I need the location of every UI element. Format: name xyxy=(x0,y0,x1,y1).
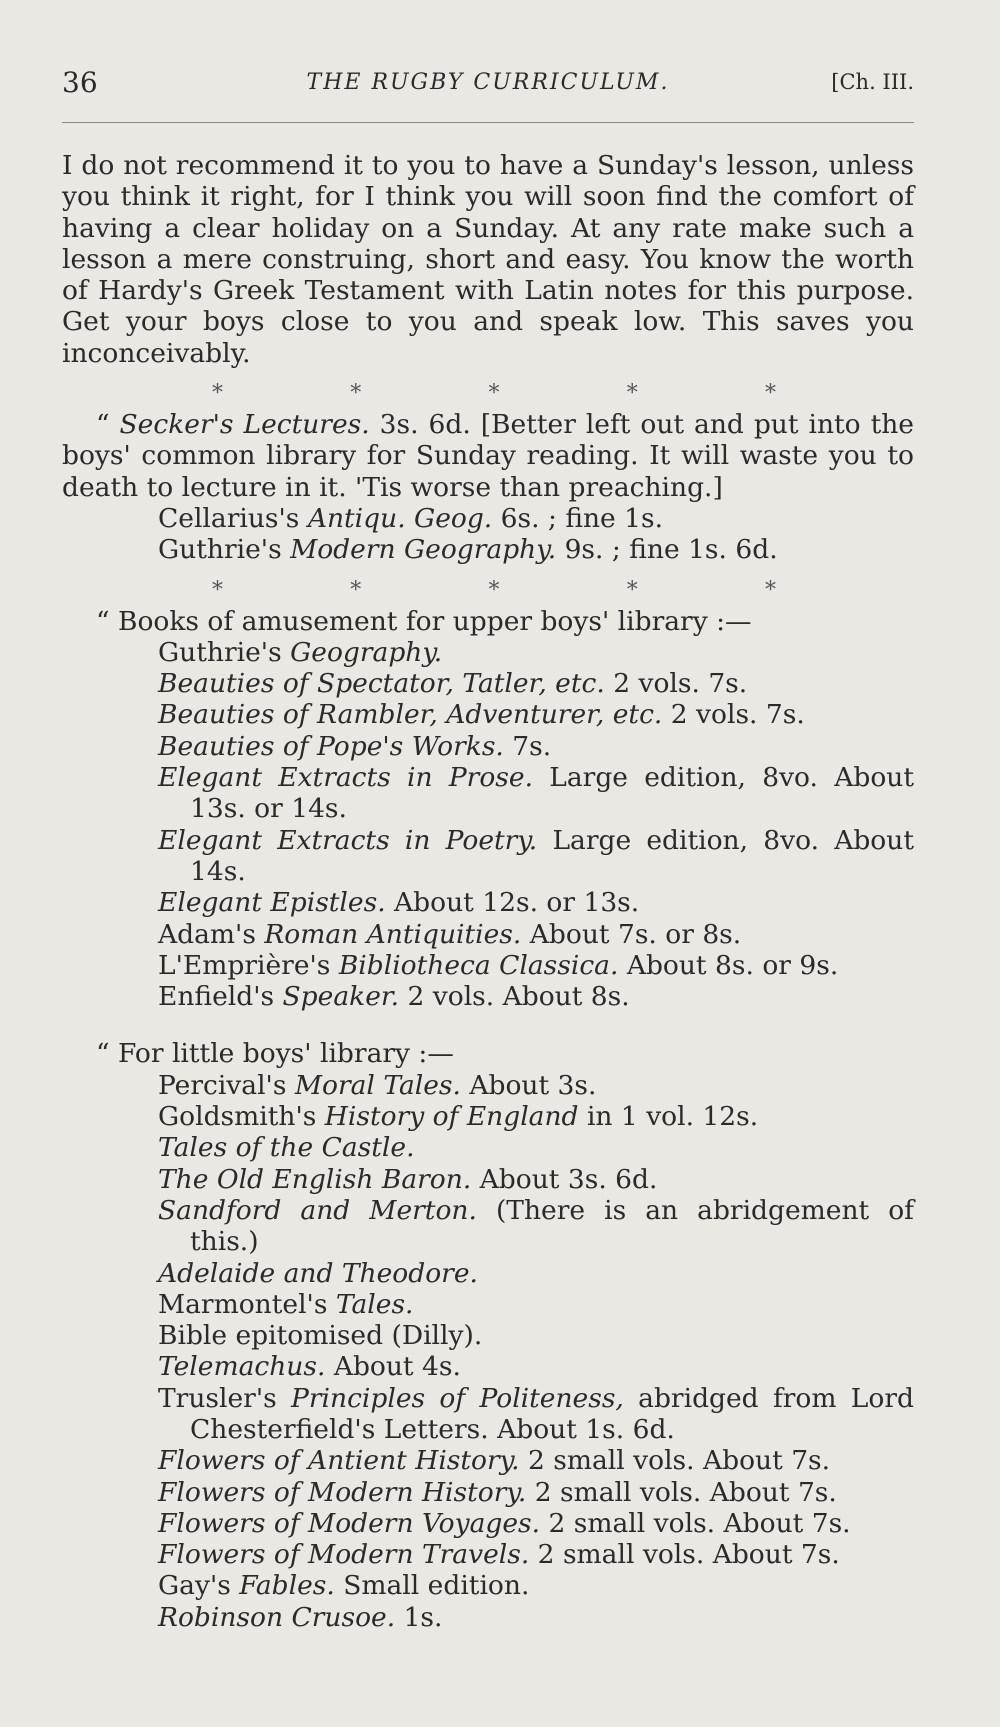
list-item xyxy=(62,1570,914,1601)
list-item xyxy=(62,1351,914,1382)
list-item xyxy=(62,1445,914,1476)
item-detail: Small edition. xyxy=(334,1570,530,1602)
section-divider-2 xyxy=(62,576,914,606)
little-library-heading: “ For little boys' library :— xyxy=(96,1038,454,1070)
item-title: Roman Antiquities. xyxy=(264,918,522,950)
list-item xyxy=(62,534,914,565)
divider-star: * xyxy=(626,577,638,603)
secker-note: 3s. 6d. [Better left out and put into the boys' common library for Sunday reading. It will waste you to death to lecture in it. 'Tis worse than preaching.] xyxy=(62,409,914,503)
item-detail: Large edition, 8vo. About 13s. or 14s. xyxy=(190,762,914,825)
item-title: Flowers of Modern Voyages. xyxy=(158,1507,541,1539)
item-detail: About 3s. xyxy=(460,1069,597,1101)
little-library-list xyxy=(62,1070,914,1633)
item-detail: 2 small vols. About 7s. xyxy=(519,1445,831,1477)
item-author: Marmontel's xyxy=(158,1288,336,1320)
list-item xyxy=(62,981,914,1012)
item-title: Robinson Crusoe. xyxy=(158,1601,396,1633)
paragraph-secker xyxy=(62,409,914,503)
item-title: Antiqu. Geog. xyxy=(307,502,493,534)
item-detail: 2 vols. About 8s. xyxy=(399,981,630,1013)
section-divider-1 xyxy=(62,379,914,409)
list-item xyxy=(62,1539,914,1570)
item-title: Beauties of Spectator, Tatler, etc. xyxy=(158,668,605,700)
item-author: Goldsmith's xyxy=(158,1101,325,1133)
item-title: Sandford and Merton. xyxy=(158,1194,477,1226)
divider-star: * xyxy=(212,577,223,603)
item-detail: About 4s. xyxy=(325,1351,461,1383)
list-item xyxy=(62,762,914,825)
list-item xyxy=(62,699,914,730)
item-detail: 1s. xyxy=(395,1601,443,1633)
item-detail: About 7s. or 8s. xyxy=(521,918,742,950)
item-detail: 6s. ; fine 1s. xyxy=(492,502,664,534)
item-title: Modern Geography. xyxy=(290,534,557,566)
item-detail: 2 small vols. About 7s. xyxy=(526,1476,837,1508)
divider-star: * xyxy=(350,577,362,603)
item-title: Geography. xyxy=(290,636,443,668)
list-item xyxy=(62,919,914,950)
divider-star: * xyxy=(212,381,223,407)
item-title: Principles of Politeness, xyxy=(291,1382,624,1414)
running-title: THE RUGBY CURRICULUM. xyxy=(306,70,670,95)
item-title: Flowers of Modern History. xyxy=(158,1476,527,1508)
open-quote: “ xyxy=(96,409,110,441)
list-item xyxy=(62,1132,914,1163)
item-author: Trusler's xyxy=(158,1382,292,1414)
list-item xyxy=(62,1508,914,1539)
item-author: Enfield's xyxy=(158,981,283,1013)
item-detail: About 3s. 6d. xyxy=(471,1163,658,1195)
paragraph-sunday-lesson: I do not recommend it to you to have a Sunday's lesson, unless you think it right, for I think you will soon find the comfort of having a clear holiday on a Sunday. At any rate make such a lesson a mere construing, short and easy. You know the worth of Hardy's Greek Testament with Latin notes for this purpose. Get your boys close to you and speak low. This saves you inconceivably. xyxy=(62,150,914,369)
item-title: Adelaide and Theodore. xyxy=(158,1257,478,1289)
page-number: 36 xyxy=(62,66,98,99)
upper-library-heading: “ Books of amusement for upper boys' library :— xyxy=(96,605,752,637)
item-title: Elegant Extracts in Poetry. xyxy=(158,824,538,856)
item-author: Guthrie's xyxy=(158,534,291,566)
divider-star: * xyxy=(765,577,776,603)
list-item xyxy=(62,503,914,534)
list-item xyxy=(62,1602,914,1633)
item-title: Beauties of Pope's Works. xyxy=(158,730,504,762)
divider-star: * xyxy=(350,381,362,407)
item-title: Tales. xyxy=(335,1288,414,1320)
list-item xyxy=(62,637,914,668)
item-title: Flowers of Modern Travels. xyxy=(158,1539,530,1571)
page-body xyxy=(62,150,914,1633)
item-title: Bibliotheca Classica. xyxy=(338,949,619,981)
list-item xyxy=(62,950,914,981)
item-title: Telemachus. xyxy=(158,1351,326,1383)
divider-star: * xyxy=(488,577,500,603)
list-item xyxy=(62,1164,914,1195)
list-item xyxy=(62,668,914,699)
item-author: L'Emprière's xyxy=(158,949,339,981)
book-title: Secker's Lectures. xyxy=(119,409,370,441)
item-detail: abridged from Lord Chesterfield's Letters. About 1s. 6d. xyxy=(190,1382,914,1445)
divider-star: * xyxy=(626,381,638,407)
item-title: Elegant Extracts in Prose. xyxy=(158,762,533,794)
item-title: Tales of the Castle. xyxy=(158,1132,415,1164)
item-title: Elegant Epistles. xyxy=(158,887,386,919)
item-detail: 2 small vols. About 7s. xyxy=(540,1507,851,1539)
item-detail: 9s. ; fine 1s. 6d. xyxy=(556,534,778,566)
item-detail: About 8s. or 9s. xyxy=(618,949,839,981)
item-author: Percival's xyxy=(158,1069,295,1101)
header-rule xyxy=(62,122,914,123)
list-item xyxy=(62,1258,914,1289)
upper-library-list xyxy=(62,637,914,1013)
list-item xyxy=(62,1101,914,1132)
item-author: Adam's xyxy=(158,918,265,950)
spacer xyxy=(62,1012,914,1038)
geography-list xyxy=(62,503,914,566)
page-header xyxy=(62,66,914,106)
chapter-marker: [Ch. III. xyxy=(831,70,914,94)
list-item xyxy=(62,1070,914,1101)
item-detail: 2 vols. 7s. xyxy=(604,668,748,700)
item-author: Guthrie's xyxy=(158,636,291,668)
item-title: History of England xyxy=(324,1101,579,1133)
item-author: Gay's xyxy=(158,1570,240,1602)
item-title: Speaker. xyxy=(282,981,400,1013)
list-item xyxy=(62,1289,914,1320)
item-detail: 2 small vols. About 7s. xyxy=(529,1539,840,1571)
list-item xyxy=(62,1477,914,1508)
item-detail: Large edition, 8vo. About 14s. xyxy=(190,824,914,887)
item-title: Fables. xyxy=(239,1570,335,1602)
list-item xyxy=(62,887,914,918)
item-author: Bible epitomised (Dilly). xyxy=(158,1320,483,1352)
item-title: Beauties of Rambler, Adventurer, etc. xyxy=(158,699,663,731)
item-detail: 2 vols. 7s. xyxy=(662,699,805,731)
list-item xyxy=(62,825,914,888)
list-item xyxy=(62,731,914,762)
divider-star: * xyxy=(488,381,500,407)
list-item xyxy=(62,1383,914,1446)
item-title: Moral Tales. xyxy=(294,1069,461,1101)
list-item xyxy=(62,1195,914,1258)
item-title: Flowers of Antient History. xyxy=(158,1445,520,1477)
item-detail: About 12s. or 13s. xyxy=(385,887,640,919)
divider-star: * xyxy=(765,381,776,407)
item-detail: 7s. xyxy=(503,730,552,762)
item-author: Cellarius's xyxy=(158,502,308,534)
list-item xyxy=(62,1320,914,1351)
item-detail: in 1 vol. 12s. xyxy=(578,1101,759,1133)
item-title: The Old English Baron. xyxy=(158,1163,472,1195)
item-detail: (There is an abridgement of this.) xyxy=(190,1194,914,1258)
